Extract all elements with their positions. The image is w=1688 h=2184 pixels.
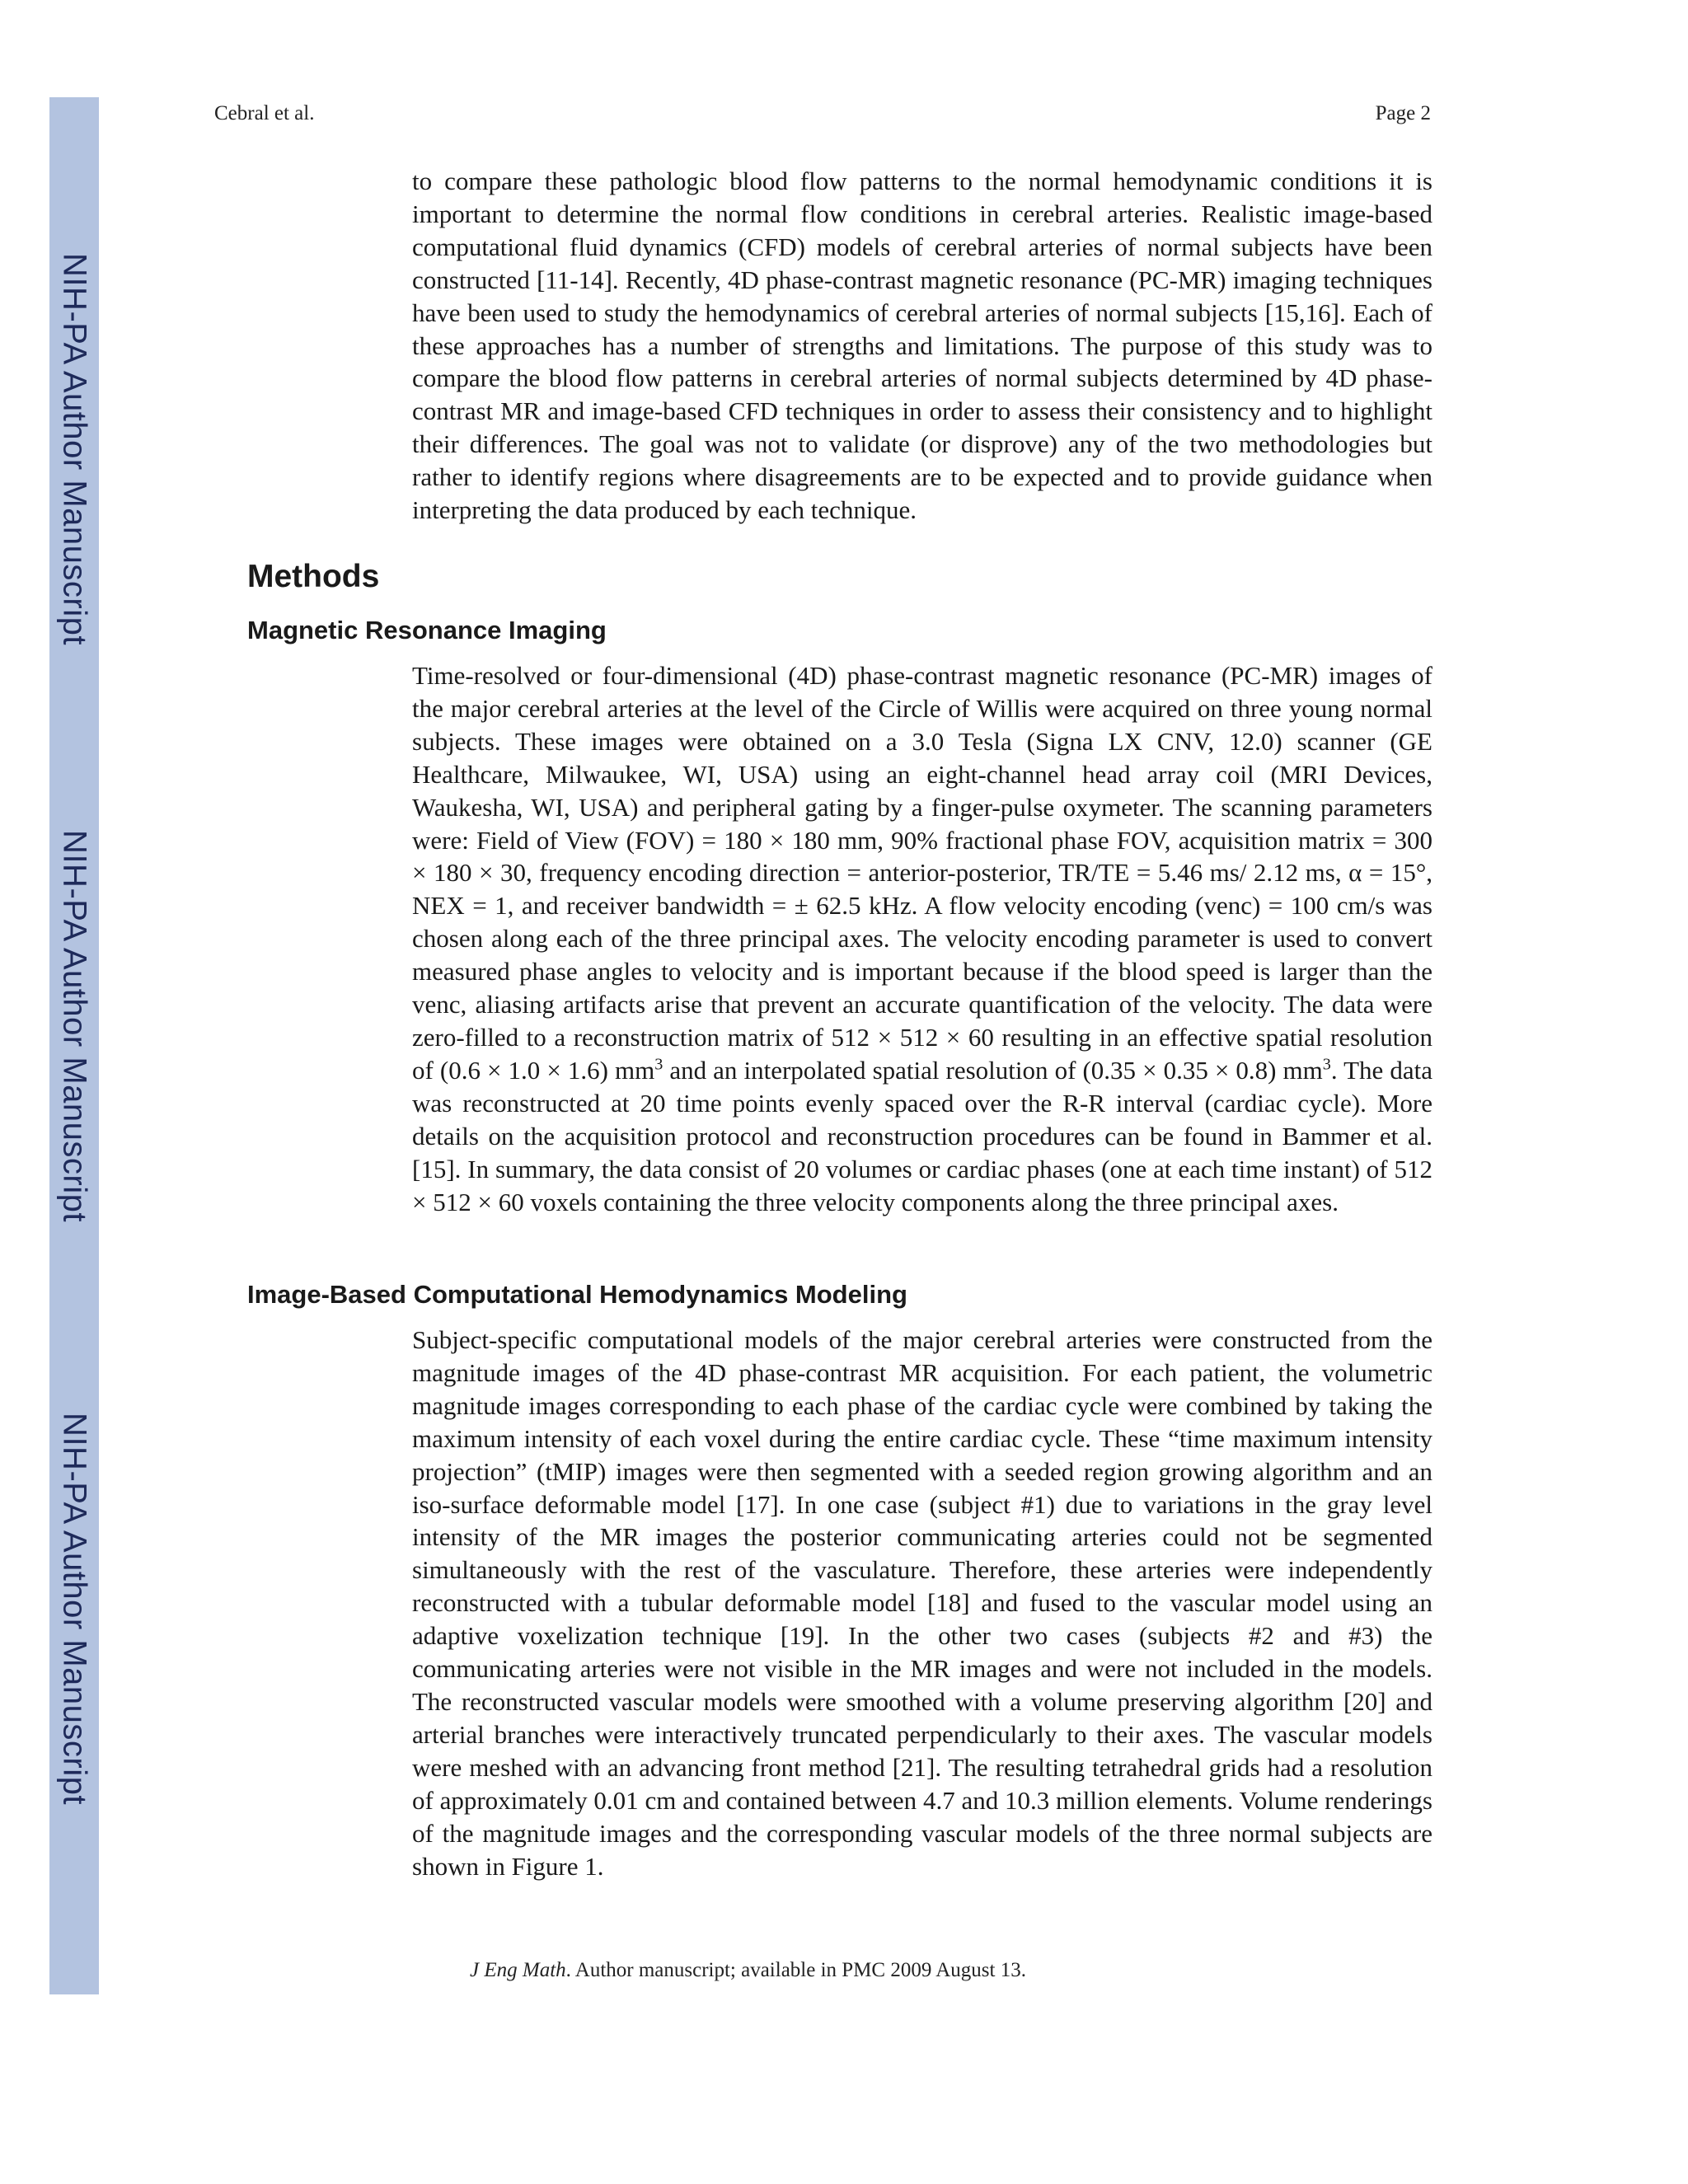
subsection-heading-cfd: Image-Based Computational Hemodynamics Modeling (247, 1280, 907, 1309)
cfd-paragraph: Subject-specific computational models of the major cerebral arteries were constructed from the magnitude images of the 4D phase-contrast MR acquisition. For each patient, the volumetric magnitude images corresponding to each phase of the cardiac cycle were combined by taking the maximum intensity of each voxel during the entire cardiac cycle. These “time maximum intensity projection” (tMIP) images were then segmented with a seeded region growing algorithm and an iso-surface deformable model [17]. In one case (subject #1) due to variations in the gray level intensity of the MR images the posterior communicating arteries could not be segmented simultaneously with the rest of the vasculature. Therefore, these arteries were independently reconstructed with a tubular deformable model [18] and fused to the vascular model using an adaptive voxelization technique [19]. In the other two cases (subjects #2 and #3) the communicating arteries were not visible in the MR images and were not included in the models. The reconstructed vascular models were smoothed with a volume preserving algorithm [20] and arterial branches were interactively truncated perpendicularly to their axes. The vascular models were meshed with an advancing front method [21]. The resulting tetrahedral grids had a resolution of approximately 0.01 cm and contained between 4.7 and 10.3 million elements. Volume renderings of the magnitude images and the corresponding vascular models of the three normal subjects are shown in Figure 1. (412, 1325, 1432, 1881)
mri-paragraph (412, 659, 1432, 1218)
sidebar-label: NIH-PA Author Manuscript (56, 830, 93, 1222)
superscript: 3 (1322, 1055, 1331, 1074)
footer-citation (470, 1959, 1026, 1982)
journal-name: J Eng Math (470, 1959, 566, 1981)
mri-text-part: and an interpolated spatial resolution of (0.35 × 0.35 × 0.8) mm (663, 1055, 1323, 1085)
mri-text-part: Time-resolved or four-dimensional (4D) phase-contrast magnetic resonance (PC-MR) images of the major cerebral arteries at the level of the Circle of Willis were acquired on three young normal subjects. These images were obtained on a 3.0 Tesla (Signa LX CNV, 12.0) scanner (GE Healthcare, Milwaukee, WI, USA) using an eight-channel head array coil (MRI Devices, Waukesha, WI, USA) and peripheral gating by a finger-pulse oxymeter. The scanning parameters were: Field of View (FOV) = 180 × 180 mm, 90% fractional phase FOV, acquisition matrix = 300 × 180 × 30, frequency encoding direction = anterior-posterior, TR/TE = 5.46 ms/ 2.12 ms, α = 15°, NEX = 1, and receiver bandwidth = ± 62.5 kHz. A flow velocity encoding (venc) = 100 cm/s was chosen along each of the three principal axes. The velocity encoding parameter is used to convert measured phase angles to velocity and is important because if the blood speed is larger than the venc, aliasing artifacts arise that prevent an accurate quantification of the velocity. The data were zero-filled to a reconstruction matrix of 512 × 512 × 60 resulting in an effective spatial resolution of (0.6 × 1.0 × 1.6) mm (412, 661, 1432, 1085)
intro-paragraph: to compare these pathologic blood flow patterns to the normal hemodynamic conditions it is important to determine the normal flow conditions in cerebral arteries. Realistic image-based computational fluid dynamics (CFD) models of cerebral arteries of normal subjects have been constructed [11-14]. Recently, 4D phase-contrast magnetic resonance (PC-MR) imaging techniques have been used to study the hemodynamics of cerebral arteries of normal subjects [15,16]. Each of these approaches has a number of strengths and limitations. The purpose of this study was to compare the blood flow patterns in cerebral arteries of normal subjects determined by 4D phase-contrast MR and image-based CFD techniques in order to assess their consistency and to highlight their differences. The goal was not to validate (or disprove) any of the two methodologies but rather to identify regions where disagreements are to be expected and to provide guidance when interpreting the data produced by each technique. (412, 166, 1432, 525)
running-head-authors: Cebral et al. (214, 102, 315, 124)
sidebar-label: NIH-PA Author Manuscript (56, 1413, 93, 1805)
page-number: Page 2 (1375, 102, 1431, 124)
superscript: 3 (654, 1055, 663, 1074)
subsection-heading-mri: Magnetic Resonance Imaging (247, 616, 607, 644)
mri-text-part: . The data was reconstructed at 20 time points evenly spaced over the R-R interval (cardiac cycle). More details on the acquisition protocol and reconstruction procedures can be found in Bammer et al. [15]. In summary, the data consist of 20 volumes or cardiac phases (one at each time instant) of 512 × 512 × 60 voxels containing the three velocity components along the three principal axes. (412, 1055, 1432, 1216)
sidebar-label: NIH-PA Author Manuscript (56, 253, 93, 645)
footer-text: . Author manuscript; available in PMC 2009 August 13. (565, 1959, 1026, 1981)
section-heading-methods: Methods (247, 559, 380, 594)
